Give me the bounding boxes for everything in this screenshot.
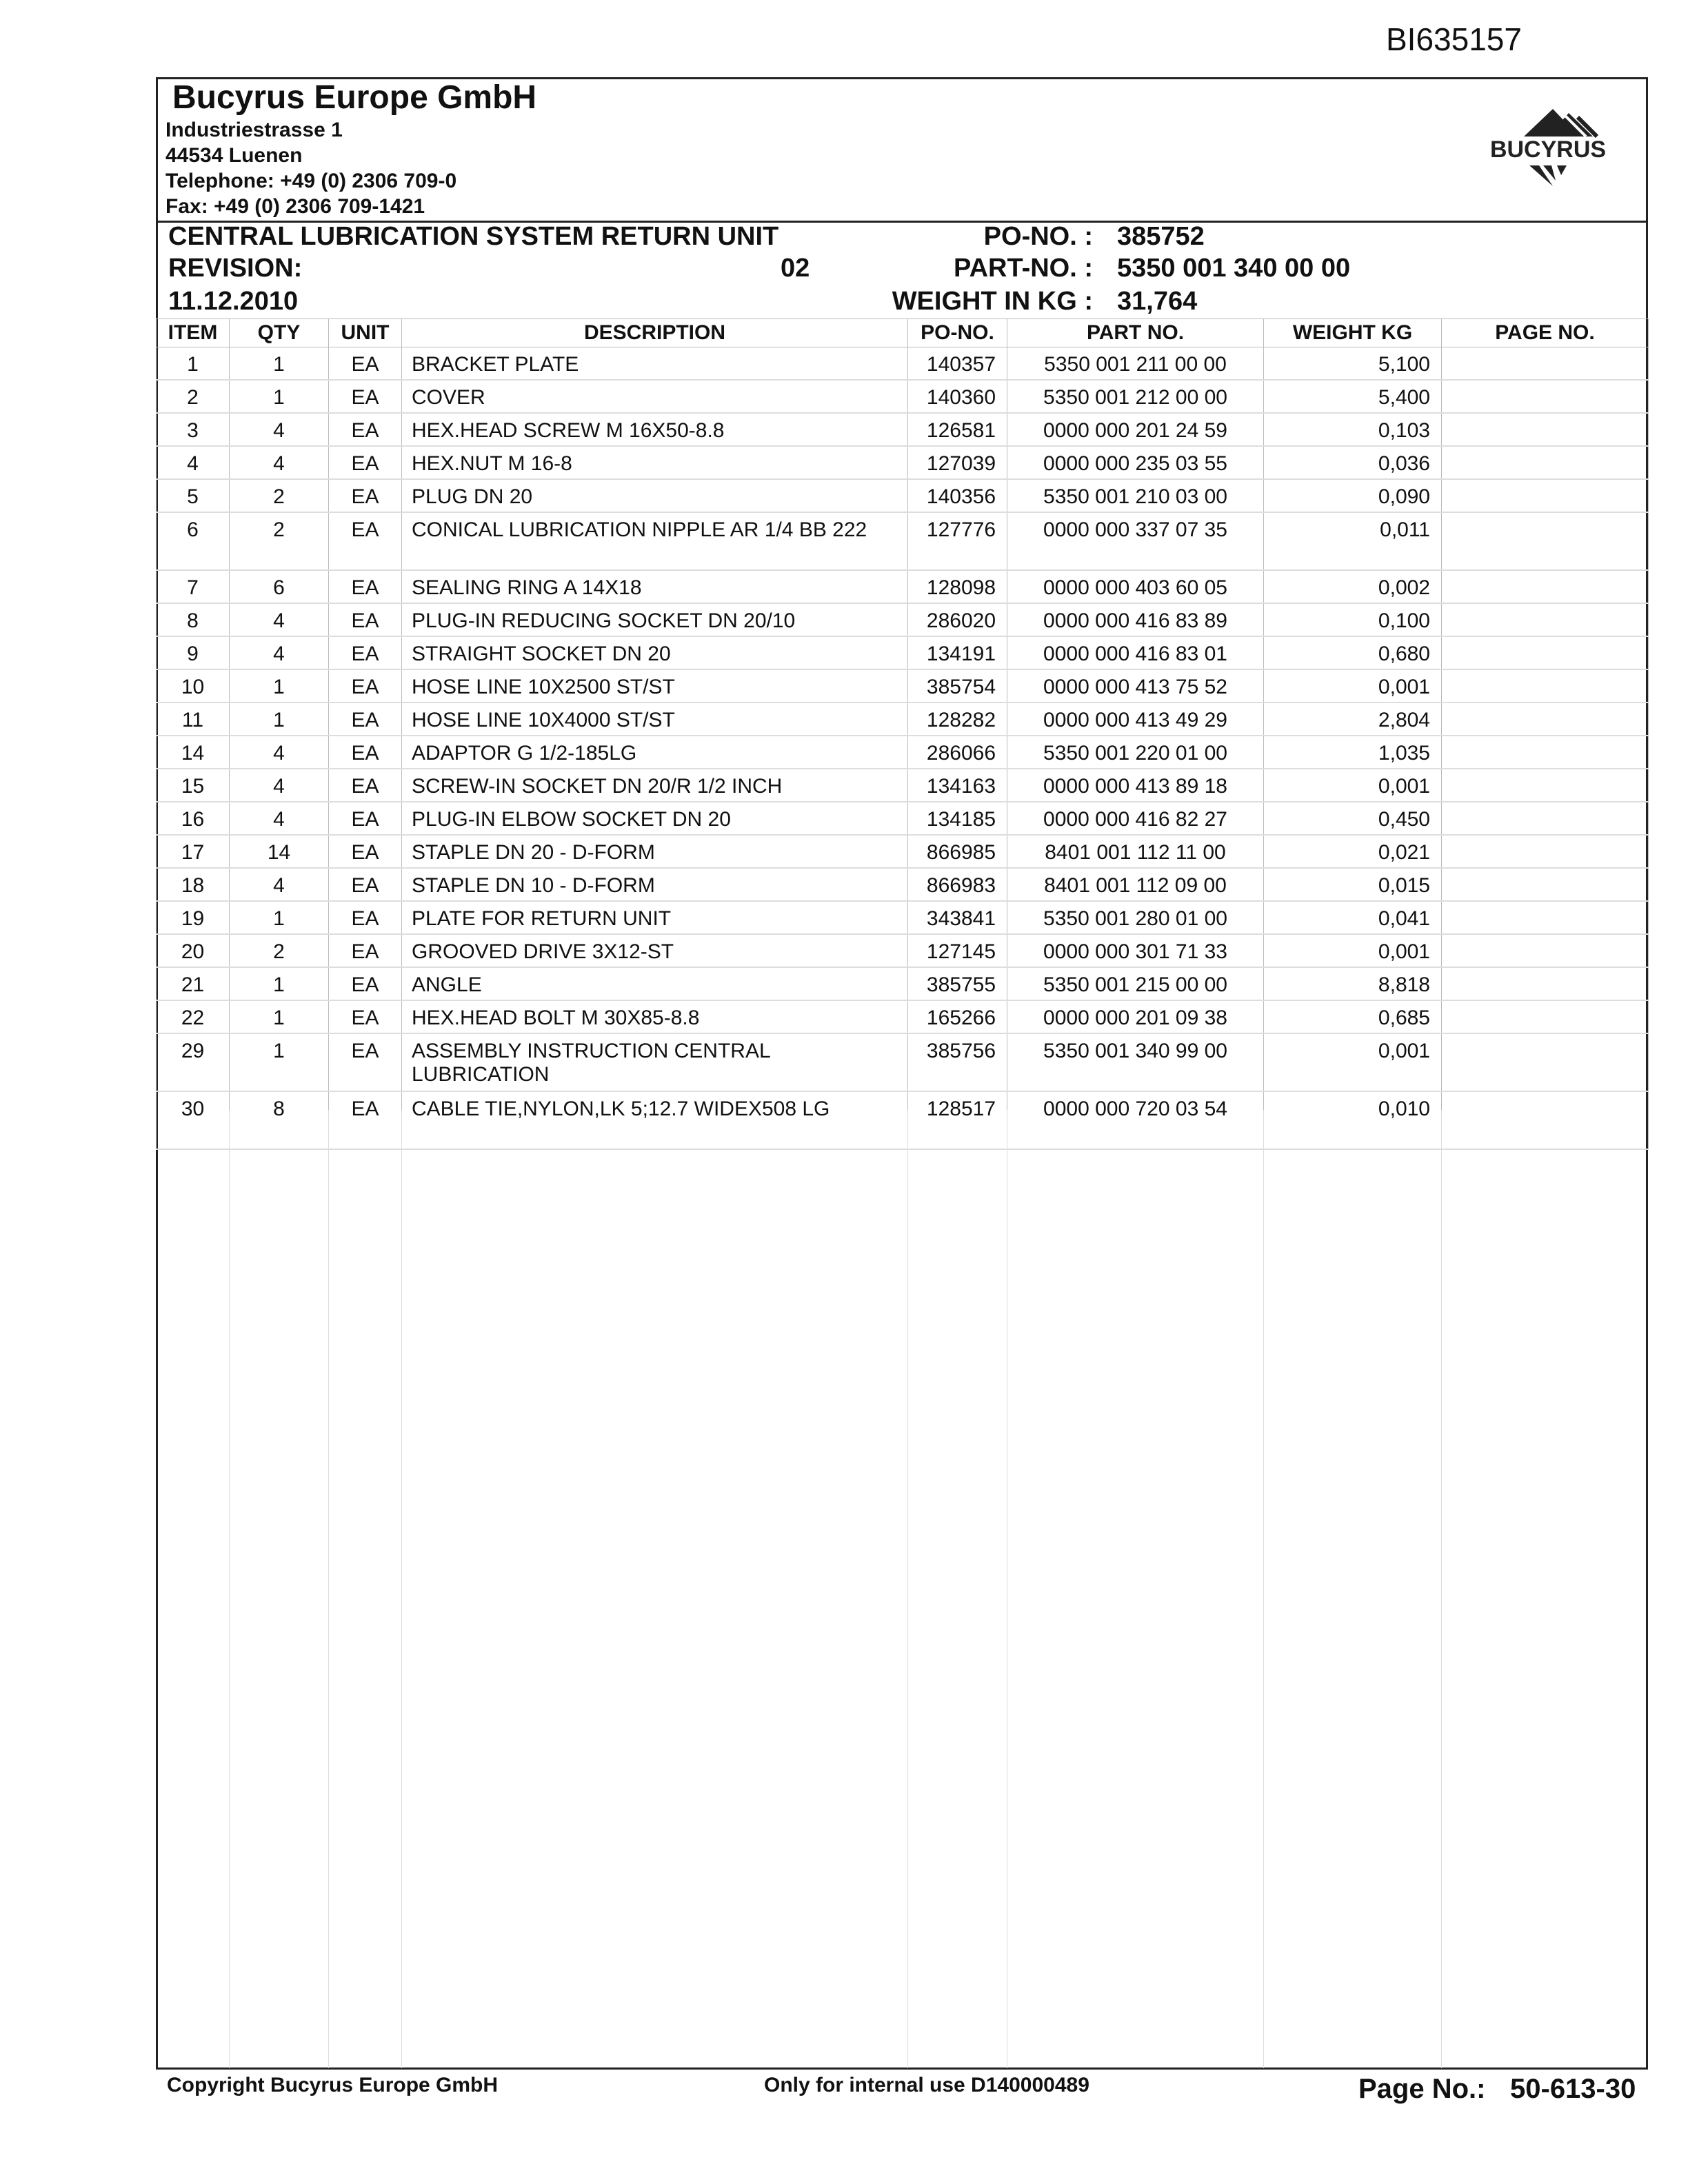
cell-qty: 4 — [230, 603, 329, 636]
cell-unit: EA — [329, 479, 402, 512]
cell-unit: EA — [329, 702, 402, 736]
cell-weight: 0,001 — [1264, 669, 1442, 702]
cell-part-no: 0000 000 413 49 29 — [1007, 702, 1264, 736]
cell-qty: 1 — [230, 702, 329, 736]
col-description: DESCRIPTION — [402, 319, 908, 347]
cell-item: 9 — [157, 636, 230, 669]
cell-part-no: 0000 000 416 82 27 — [1007, 802, 1264, 835]
cell-qty: 1 — [230, 347, 329, 381]
cell-unit: EA — [329, 636, 402, 669]
cell-page-no — [1442, 934, 1649, 967]
cell-item: 18 — [157, 868, 230, 901]
column-rule — [907, 1110, 908, 2068]
cell-description: SCREW-IN SOCKET DN 20/R 1/2 INCH — [402, 769, 908, 802]
company-fax: Fax: +49 (0) 2306 709-1421 — [165, 195, 425, 218]
cell-part-no: 0000 000 301 71 33 — [1007, 934, 1264, 967]
cell-part-no: 5350 001 210 03 00 — [1007, 479, 1264, 512]
cell-description: GROOVED DRIVE 3X12-ST — [402, 934, 908, 967]
cell-weight: 0,001 — [1264, 1033, 1442, 1091]
cell-description: PLATE FOR RETURN UNIT — [402, 901, 908, 934]
cell-unit: EA — [329, 769, 402, 802]
cell-part-no: 0000 000 337 07 35 — [1007, 512, 1264, 570]
cell-part-no: 5350 001 340 99 00 — [1007, 1033, 1264, 1091]
cell-item: 17 — [157, 835, 230, 868]
table-row — [157, 380, 1649, 413]
table-row — [157, 413, 1649, 446]
cell-qty: 8 — [230, 1091, 329, 1149]
cell-item: 20 — [157, 934, 230, 967]
cell-qty: 1 — [230, 1000, 329, 1033]
cell-part-no: 5350 001 220 01 00 — [1007, 736, 1264, 769]
cell-part-no: 0000 000 235 03 55 — [1007, 446, 1264, 479]
cell-page-no — [1442, 570, 1649, 603]
table-row — [157, 669, 1649, 702]
company-name: Bucyrus Europe GmbH — [172, 79, 537, 116]
cell-weight: 5,100 — [1264, 347, 1442, 381]
cell-weight: 0,090 — [1264, 479, 1442, 512]
cell-qty: 4 — [230, 736, 329, 769]
cell-item: 29 — [157, 1033, 230, 1091]
cell-po-no: 128098 — [908, 570, 1007, 603]
table-row — [157, 835, 1649, 868]
cell-description: BRACKET PLATE — [402, 347, 908, 381]
cell-item: 10 — [157, 669, 230, 702]
cell-po-no: 286066 — [908, 736, 1007, 769]
cell-page-no — [1442, 736, 1649, 769]
cell-unit: EA — [329, 967, 402, 1000]
cell-item: 15 — [157, 769, 230, 802]
table-row — [157, 1033, 1649, 1091]
cell-part-no: 0000 000 201 09 38 — [1007, 1000, 1264, 1033]
table-row — [157, 934, 1649, 967]
revision-date: 11.12.2010 — [168, 287, 299, 316]
cell-po-no: 385755 — [908, 967, 1007, 1000]
cell-item: 19 — [157, 901, 230, 934]
cell-page-no — [1442, 413, 1649, 446]
cell-po-no: 866983 — [908, 868, 1007, 901]
cell-weight: 0,680 — [1264, 636, 1442, 669]
cell-page-no — [1442, 702, 1649, 736]
cell-po-no: 126581 — [908, 413, 1007, 446]
cell-unit: EA — [329, 901, 402, 934]
column-rule — [401, 1110, 402, 2068]
table-row — [157, 479, 1649, 512]
cell-unit: EA — [329, 802, 402, 835]
cell-unit: EA — [329, 868, 402, 901]
cell-description: HOSE LINE 10X2500 ST/ST — [402, 669, 908, 702]
cell-qty: 4 — [230, 802, 329, 835]
cell-description: STRAIGHT SOCKET DN 20 — [402, 636, 908, 669]
cell-weight: 8,818 — [1264, 967, 1442, 1000]
bucyrus-logo — [1476, 103, 1620, 193]
cell-po-no: 127039 — [908, 446, 1007, 479]
cell-page-no — [1442, 347, 1649, 381]
page-number-label: Page No.: — [1358, 2074, 1486, 2104]
cell-unit: EA — [329, 736, 402, 769]
cell-part-no: 8401 001 112 11 00 — [1007, 835, 1264, 868]
revision-value: 02 — [781, 254, 810, 283]
table-header-row — [157, 319, 1649, 347]
cell-description: HEX.HEAD SCREW M 16X50-8.8 — [402, 413, 908, 446]
cell-unit: EA — [329, 1091, 402, 1149]
table-row — [157, 736, 1649, 769]
cell-qty: 2 — [230, 479, 329, 512]
cell-weight: 0,036 — [1264, 446, 1442, 479]
cell-page-no — [1442, 446, 1649, 479]
cell-weight: 0,001 — [1264, 934, 1442, 967]
cell-unit: EA — [329, 669, 402, 702]
cell-weight: 0,001 — [1264, 769, 1442, 802]
table-row — [157, 769, 1649, 802]
cell-item: 5 — [157, 479, 230, 512]
cell-item: 8 — [157, 603, 230, 636]
cell-po-no: 140356 — [908, 479, 1007, 512]
cell-page-no — [1442, 901, 1649, 934]
cell-po-no: 134191 — [908, 636, 1007, 669]
cell-part-no: 0000 000 720 03 54 — [1007, 1091, 1264, 1149]
cell-description: STAPLE DN 10 - D-FORM — [402, 868, 908, 901]
cell-page-no — [1442, 669, 1649, 702]
cell-page-no — [1442, 603, 1649, 636]
cell-weight: 0,021 — [1264, 835, 1442, 868]
part-label: PART-NO. : — [954, 254, 1093, 283]
cell-unit: EA — [329, 1033, 402, 1091]
cell-part-no: 0000 000 413 89 18 — [1007, 769, 1264, 802]
cell-item: 11 — [157, 702, 230, 736]
cell-description: HOSE LINE 10X4000 ST/ST — [402, 702, 908, 736]
cell-description: PLUG-IN ELBOW SOCKET DN 20 — [402, 802, 908, 835]
cell-description: SEALING RING A 14X18 — [402, 570, 908, 603]
cell-description: CONICAL LUBRICATION NIPPLE AR 1/4 BB 222 — [402, 512, 908, 570]
col-weight: WEIGHT KG — [1264, 319, 1442, 347]
table-row — [157, 1091, 1649, 1149]
po-label: PO-NO. : — [983, 222, 1093, 251]
column-rule — [1441, 1110, 1442, 2068]
cell-weight: 2,804 — [1264, 702, 1442, 736]
cell-po-no: 286020 — [908, 603, 1007, 636]
cell-qty: 2 — [230, 934, 329, 967]
cell-qty: 1 — [230, 967, 329, 1000]
internal-use-notice: Only for internal use D140000489 — [764, 2074, 1089, 2096]
cell-part-no: 8401 001 112 09 00 — [1007, 868, 1264, 901]
cell-weight: 0,041 — [1264, 901, 1442, 934]
cell-item: 4 — [157, 446, 230, 479]
cell-qty: 4 — [230, 413, 329, 446]
cell-po-no: 385756 — [908, 1033, 1007, 1091]
cell-po-no: 127776 — [908, 512, 1007, 570]
cell-weight: 0,011 — [1264, 512, 1442, 570]
cell-item: 22 — [157, 1000, 230, 1033]
cell-qty: 14 — [230, 835, 329, 868]
table-row — [157, 901, 1649, 934]
cell-description: COVER — [402, 380, 908, 413]
cell-qty: 4 — [230, 636, 329, 669]
cell-item: 16 — [157, 802, 230, 835]
cell-part-no: 0000 000 201 24 59 — [1007, 413, 1264, 446]
company-street: Industriestrasse 1 — [165, 119, 343, 141]
cell-page-no — [1442, 769, 1649, 802]
cell-part-no: 0000 000 413 75 52 — [1007, 669, 1264, 702]
cell-weight: 5,400 — [1264, 380, 1442, 413]
cell-po-no: 140357 — [908, 347, 1007, 381]
cell-part-no: 5350 001 215 00 00 — [1007, 967, 1264, 1000]
table-row — [157, 636, 1649, 669]
cell-description: STAPLE DN 20 - D-FORM — [402, 835, 908, 868]
table-row — [157, 868, 1649, 901]
cell-page-no — [1442, 868, 1649, 901]
revision-label: REVISION: — [168, 254, 303, 283]
cell-item: 14 — [157, 736, 230, 769]
table-row — [157, 802, 1649, 835]
cell-item: 30 — [157, 1091, 230, 1149]
cell-description: ANGLE — [402, 967, 908, 1000]
cell-weight: 0,103 — [1264, 413, 1442, 446]
cell-unit: EA — [329, 413, 402, 446]
cell-description: HEX.HEAD BOLT M 30X85-8.8 — [402, 1000, 908, 1033]
cell-part-no: 0000 000 416 83 89 — [1007, 603, 1264, 636]
copyright-notice: Copyright Bucyrus Europe GmbH — [167, 2074, 499, 2096]
table-row — [157, 446, 1649, 479]
cell-page-no — [1442, 802, 1649, 835]
col-unit: UNIT — [329, 319, 402, 347]
column-rule — [229, 1110, 230, 2068]
cell-po-no: 385754 — [908, 669, 1007, 702]
document-id: BI635157 — [1386, 21, 1522, 57]
cell-part-no: 0000 000 403 60 05 — [1007, 570, 1264, 603]
cell-page-no — [1442, 380, 1649, 413]
cell-description: HEX.NUT M 16-8 — [402, 446, 908, 479]
column-rule — [1263, 1110, 1264, 2068]
cell-qty: 1 — [230, 901, 329, 934]
cell-po-no: 866985 — [908, 835, 1007, 868]
cell-po-no: 165266 — [908, 1000, 1007, 1033]
assembly-title: CENTRAL LUBRICATION SYSTEM RETURN UNIT — [168, 222, 779, 251]
table-row — [157, 702, 1649, 736]
cell-po-no: 128282 — [908, 702, 1007, 736]
cell-qty: 1 — [230, 669, 329, 702]
cell-unit: EA — [329, 446, 402, 479]
cell-description: ADAPTOR G 1/2-185LG — [402, 736, 908, 769]
cell-po-no: 343841 — [908, 901, 1007, 934]
page-number-value: 50-613-30 — [1510, 2074, 1636, 2104]
cell-po-no: 140360 — [908, 380, 1007, 413]
cell-page-no — [1442, 512, 1649, 570]
table-row — [157, 570, 1649, 603]
cell-weight: 0,002 — [1264, 570, 1442, 603]
cell-qty: 1 — [230, 1033, 329, 1091]
cell-qty: 4 — [230, 868, 329, 901]
col-page-no: PAGE NO. — [1442, 319, 1649, 347]
company-city: 44534 Luenen — [165, 144, 303, 167]
cell-description: PLUG-IN REDUCING SOCKET DN 20/10 — [402, 603, 908, 636]
cell-part-no: 5350 001 211 00 00 — [1007, 347, 1264, 381]
table-row — [157, 967, 1649, 1000]
cell-po-no: 127145 — [908, 934, 1007, 967]
cell-page-no — [1442, 636, 1649, 669]
parts-table — [156, 318, 1649, 1150]
cell-weight: 0,010 — [1264, 1091, 1442, 1149]
cell-qty: 1 — [230, 380, 329, 413]
col-po-no: PO-NO. — [908, 319, 1007, 347]
logo-text: BUCYRUS — [1489, 136, 1607, 163]
weight-label: WEIGHT IN KG : — [892, 287, 1093, 316]
col-part-no: PART NO. — [1007, 319, 1264, 347]
cell-description: ASSEMBLY INSTRUCTION CENTRAL LUBRICATION — [402, 1033, 908, 1091]
cell-unit: EA — [329, 380, 402, 413]
cell-page-no — [1442, 967, 1649, 1000]
cell-weight: 0,685 — [1264, 1000, 1442, 1033]
cell-po-no: 134185 — [908, 802, 1007, 835]
cell-unit: EA — [329, 512, 402, 570]
cell-part-no: 5350 001 280 01 00 — [1007, 901, 1264, 934]
cell-unit: EA — [329, 603, 402, 636]
cell-item: 6 — [157, 512, 230, 570]
cell-part-no: 0000 000 416 83 01 — [1007, 636, 1264, 669]
cell-page-no — [1442, 479, 1649, 512]
cell-po-no: 134163 — [908, 769, 1007, 802]
cell-unit: EA — [329, 835, 402, 868]
column-rule — [328, 1110, 329, 2068]
col-item: ITEM — [157, 319, 230, 347]
cell-qty: 2 — [230, 512, 329, 570]
cell-item: 2 — [157, 380, 230, 413]
cell-description: PLUG DN 20 — [402, 479, 908, 512]
weight-value: 31,764 — [1117, 287, 1198, 316]
part-value: 5350 001 340 00 00 — [1117, 254, 1351, 283]
company-phone: Telephone: +49 (0) 2306 709-0 — [165, 170, 457, 192]
cell-qty: 6 — [230, 570, 329, 603]
cell-qty: 4 — [230, 446, 329, 479]
cell-part-no: 5350 001 212 00 00 — [1007, 380, 1264, 413]
cell-unit: EA — [329, 1000, 402, 1033]
cell-unit: EA — [329, 934, 402, 967]
cell-weight: 0,450 — [1264, 802, 1442, 835]
cell-page-no — [1442, 835, 1649, 868]
cell-page-no — [1442, 1091, 1649, 1149]
cell-page-no — [1442, 1033, 1649, 1091]
po-value: 385752 — [1117, 222, 1205, 251]
cell-item: 7 — [157, 570, 230, 603]
cell-item: 3 — [157, 413, 230, 446]
cell-unit: EA — [329, 347, 402, 381]
table-row — [157, 1000, 1649, 1033]
cell-unit: EA — [329, 570, 402, 603]
table-row — [157, 603, 1649, 636]
cell-po-no: 128517 — [908, 1091, 1007, 1149]
col-qty: QTY — [230, 319, 329, 347]
table-row — [157, 512, 1649, 570]
table-row — [157, 347, 1649, 381]
cell-description: CABLE TIE,NYLON,LK 5;12.7 WIDEX508 LG — [402, 1091, 908, 1149]
cell-weight: 0,015 — [1264, 868, 1442, 901]
cell-item: 1 — [157, 347, 230, 381]
cell-item: 21 — [157, 967, 230, 1000]
cell-weight: 1,035 — [1264, 736, 1442, 769]
cell-qty: 4 — [230, 769, 329, 802]
cell-weight: 0,100 — [1264, 603, 1442, 636]
cell-page-no — [1442, 1000, 1649, 1033]
